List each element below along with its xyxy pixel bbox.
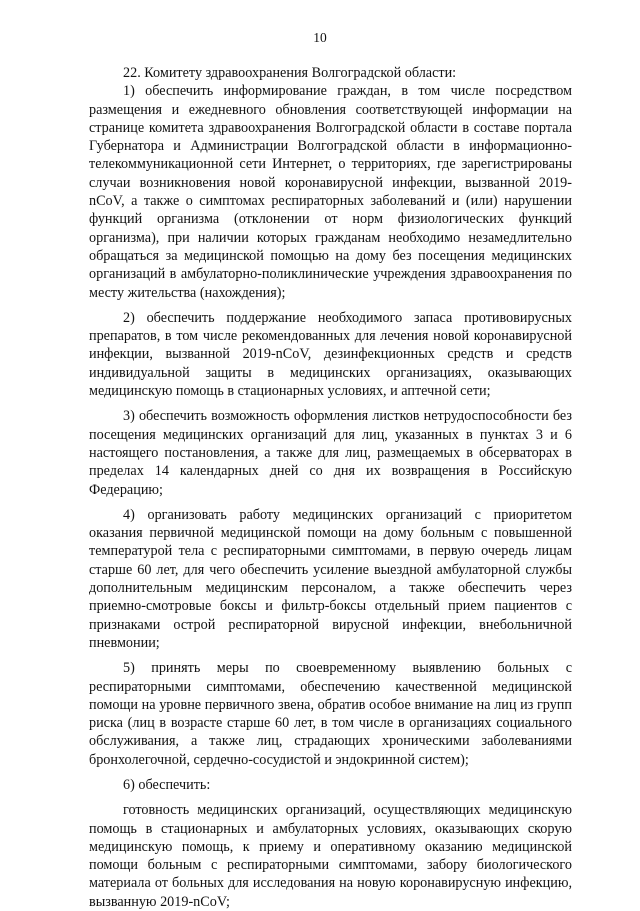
page-number: 10	[313, 30, 327, 45]
paragraph-item-3: 3) обеспечить возможность оформления листков нетрудоспособности без посещения медицинских организаций для лиц, указанных в пунктах 3 и 6 настоящего постановления, а также для лиц, размещаемых в обсерваторах в пределах 14 календарных дней со дня их возвращения в Российскую Федерацию;	[89, 408, 572, 498]
document-body	[89, 64, 572, 911]
paragraph-item-2: 2) обеспечить поддержание необходимого запаса противовирусных препаратов, в том числе рекомендованных для лечения новой коронавирусной инфекции, вызванной 2019-nCoV, дезинфекционных средств и средств индивидуальной защиты в медицинских организациях, оказывающих медицинскую помощь в стационарных условиях, и аптечной сети;	[89, 309, 572, 400]
paragraph-item-6-sub: готовность медицинских организаций, осуществляющих медицинскую помощь в стационарных и амбулаторных условиях, оказывающих скорую медицинскую помощь, к приему и оперативному оказанию медицинской помощи больным с респираторными симптомами, забору биологического материала от больных для исследования на новую коронавирусную инфекцию, вызванную 2019-nCoV;	[89, 802, 572, 910]
paragraph-item-4: 4) организовать работу медицинских организаций с приоритетом оказания первичной медицинской помощи на дому больным с повышенной температурой тела с респираторными симптомами, в первую очередь лицам старше 60 лет, для чего обеспечить усиление выездной амбулаторной службы дополнительным медицинским персоналом, а также обеспечить через приемно-смотровые боксы и фильтр-боксы отдельный прием пациентов с признаками острой респираторной вирусной инфекции, внебольничной пневмонии;	[89, 506, 572, 651]
paragraph-item-5: 5) принять меры по своевременному выявлению больных с респираторными симптомами, обеспечению качественной медицинской помощи на уровне первичного звена, обратив особое внимание на лиц из групп риска (лиц в возрасте старше 60 лет, в том числе в организациях социального обслуживания, а также лиц, страдающих хроническими заболеваниями бронхолегочной, сердечно-сосудистой и эндокринной систем);	[89, 660, 572, 768]
paragraph-item-1: 1) обеспечить информирование граждан, в том числе посредством размещения и ежедневного обновления соответствующей информации на странице комитета здравоохранения Волгоградской области в составе портала Губернатора и Администрации Волгоградской области в информационно-телекоммуникационной сети Интернет, о территориях, где зарегистрированы случаи возникновения новой коронавирусной инфекции, вызванной 2019-nCoV, а также о симптомах респираторных заболеваний и (или) нарушении функций организма (отклонении от норм физиологических функций организма), при наличии которых гражданам необходимо незамедлительно обращаться за медицинской помощью на дому без посещения медицинских организаций в амбулаторно-поликлинические учреждения здравоохранения по месту жительства (нахождения);	[89, 83, 572, 301]
section-heading: 22. Комитету здравоохранения Волгоградской области:	[123, 65, 457, 81]
paragraph-item-6: 6) обеспечить:	[123, 776, 211, 793]
